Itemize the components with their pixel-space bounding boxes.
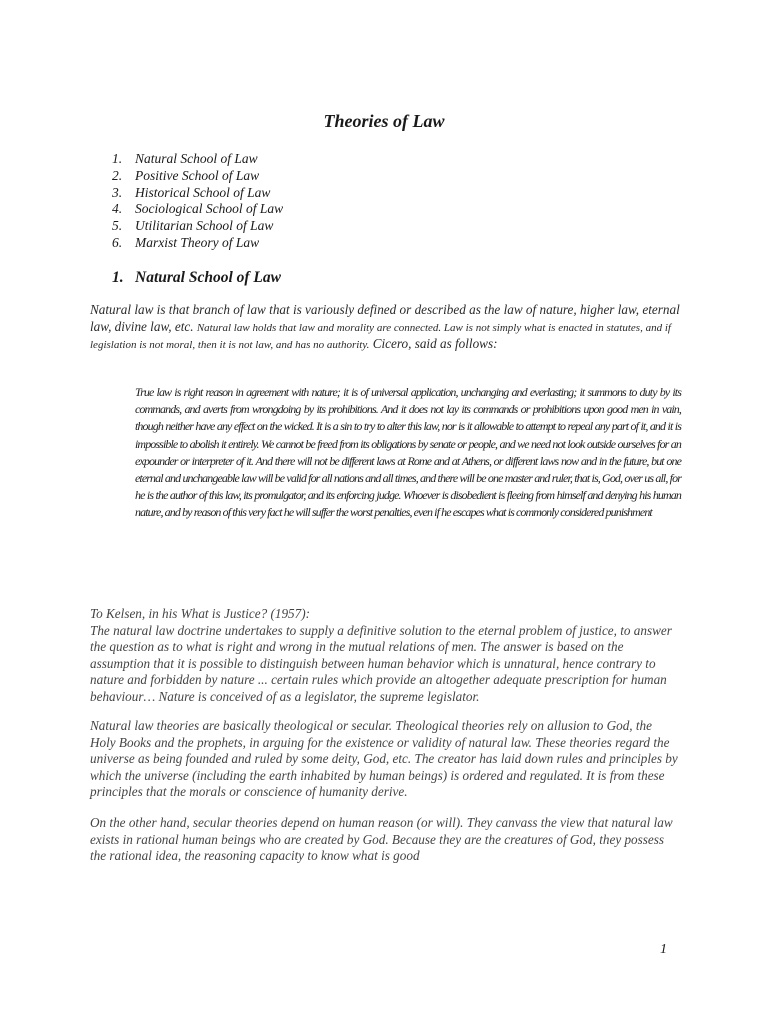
intro-paragraph [90, 302, 680, 354]
kelsen-paragraph [90, 606, 680, 706]
theories-list [112, 151, 283, 252]
kelsen-lead: To Kelsen, in his What is Justice? (1957): [90, 606, 311, 621]
quote-text: True law is right reason in agreement with nature; it is of universal application, unchanging and everlasting; it summons to duty by its commands, and averts from wrongdoing by its prohibitions. And it does not lay its commands or prohibitions upon good men in vain, though neither have any effect on the wicked. It is a sin to try to alter this law, nor is it allowable to attempt to repeal any part of it, and it is impossible to abolish it entirely. We cannot be freed from its obligations by senate or people, and we need not look outside ourselves for an expounder or interpreter of it. And there will not be different laws at Rome and at Athens, or different laws now and in the future, but one eternal and unchangeable law will be valid for all nations and all times, and there will be one master and ruler, that is, God, over us all, for he is the author of this law, its promulgator, and its enforcing judge. Whoever is disobedient is fleeing from himself and denying his human nature, and by reason of this very fact he will suffer the worst penalties, even if he escapes what is commonly considered punishment [135, 385, 681, 520]
list-label: Historical School of Law [135, 184, 271, 200]
section-title: Natural School of Law [135, 269, 281, 286]
list-item [112, 235, 283, 252]
list-label: Utilitarian School of Law [135, 218, 274, 234]
secular-paragraph: On the other hand, secular theories depend on human reason (or will). They canvass the view that natural law exists in rational human beings who are created by God. Because they are the creatures of God, they possess the rational idea, the reasoning capacity to know what is good [90, 815, 673, 864]
list-number: 5. [112, 218, 123, 234]
list-item [112, 185, 283, 202]
intro-text-3: Cicero, said as follows: [372, 336, 498, 352]
kelsen-body: The natural law doctrine undertakes to supply a definitive solution to the eternal problem of justice, to answer the question as to what is right and wrong in the mutual relations of men. The answer is based on the assumption that it is possible to distinguish between human behavior which is unnatural, hence contrary to nature and forbidden by nature ... certain rules which provide an altogether adequate prescription for human behaviour… Nature is conceived of as a legislator, the supreme legislator. [90, 622, 672, 704]
list-label: Marxist Theory of Law [135, 234, 260, 250]
section-heading [112, 269, 281, 287]
list-item [112, 201, 283, 218]
theories-paragraph: Natural law theories are basically theological or secular. Theological theories rely on allusion to God, the Holy Books and the prophets, in arguing for the existence or validity of natural law. These theories regard the universe as being founded and ruled by some deity, God, etc. The creator has laid down rules and principles by which the universe (including the earth inhabited by human beings) is ordered and regulated. It is from these principles that the morals or conscience of humanity derive. [90, 718, 678, 800]
cicero-quote [135, 384, 681, 522]
list-number: 2. [112, 167, 123, 183]
document-title: Theories of Law [323, 111, 445, 131]
intro-text-1: Natural law is that branch of law that is variously defined or described as the law of nature, higher law, eternal law, divine law, etc. [90, 302, 680, 334]
list-number: 1. [112, 151, 123, 166]
page-number: 1 [660, 942, 667, 957]
list-number: 6. [112, 234, 123, 250]
list-label: Natural School of Law [135, 151, 258, 166]
intro-text-2: Natural law holds that law and morality are connected. Law is not simply what is enacted in statutes, and if legislation is not moral, then it is not law, and has no authority. [90, 321, 671, 352]
list-number: 4. [112, 201, 123, 217]
list-label: Sociological School of Law [135, 201, 284, 217]
list-number: 3. [112, 184, 123, 200]
list-label: Positive School of Law [135, 167, 260, 183]
list-item [112, 168, 283, 185]
list-item [112, 151, 283, 168]
section-number: 1. [112, 269, 124, 286]
list-item [112, 218, 283, 235]
